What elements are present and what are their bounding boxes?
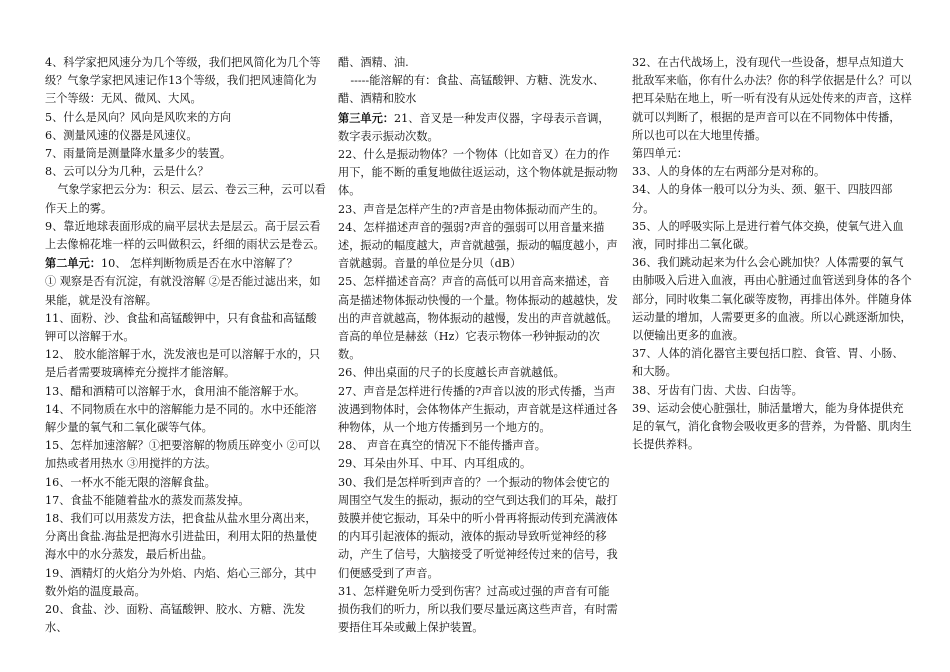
paragraph	[45, 273, 327, 309]
paragraph-text: 39、运动会使心脏强壮，肺活量增大，能为身体提供充足的氧气，消化食物会吸收更多的营养，为骨骼、肌肉生长提供养料。	[632, 401, 912, 452]
paragraph-text: 5、什么是风向？风向是风吹来的方向	[45, 110, 232, 124]
paragraph	[338, 146, 620, 201]
paragraph-text: 第四单元：	[632, 147, 688, 161]
paragraph-text: 15、怎样加速溶解？①把要溶解的物质压碎变小 ②可以加热或者用热水 ③用搅拌的方法。	[45, 439, 321, 471]
paragraph-text: 36、我们跳动起来为什么会心跳加快？人体需要的氧气由肺吸入后进入血液，再由心脏通过血管送到身体的各个部分，同时收集二氧化碳等废物，再排出体外。伴随身体运动量的增加，人需要更多的血液。所以心跳逐渐加快，以便输出更多的血液。	[632, 256, 912, 343]
paragraph	[632, 218, 914, 254]
paragraph	[338, 383, 620, 438]
paragraph	[338, 219, 620, 274]
paragraph	[338, 455, 620, 473]
paragraph-text: 6、测量风速的仪器是风速仪。	[45, 128, 198, 142]
paragraph	[45, 310, 327, 346]
paragraph	[338, 364, 620, 382]
paragraph-text: 19、酒精灯的火焰分为外焰、内焰、焰心三部分，其中数外焰的温度最高。	[45, 566, 317, 598]
paragraph-text: 12、 胶水能溶解于水，洗发液也是可以溶解于水的，只是后者需要玻璃棒充分搅拌才能溶解。	[45, 348, 321, 380]
paragraph-text: 38、牙齿有门齿、犬齿、臼齿等。	[632, 383, 803, 397]
paragraph-text: 35、人的呼吸实际上是进行着气体交换，使氧气进入血液，同时排出二氧化碳。	[632, 219, 904, 252]
paragraph	[45, 181, 327, 217]
paragraph	[45, 218, 327, 254]
paragraph	[338, 273, 620, 364]
paragraph	[45, 145, 327, 163]
paragraph-text: 4、科学家把风速分为几个等级，我们把风简化为几个等级？气象学家把风速记作13个等级，我们把风速简化为三个等级：无风、微风、大风。	[45, 56, 321, 106]
paragraph	[338, 109, 620, 146]
section-heading: 第三单元：	[338, 110, 394, 125]
paragraph	[45, 401, 327, 437]
paragraph	[45, 474, 327, 492]
paragraph-text: 13、醋和酒精可以溶解于水，食用油不能溶解于水。	[45, 384, 306, 398]
paragraph-text: 37、人体的消化器官主要包括口腔、食管、胃、小肠、和大肠。	[632, 347, 904, 379]
paragraph	[338, 54, 620, 72]
paragraph	[45, 510, 327, 565]
paragraph	[45, 254, 327, 273]
paragraph-text: 34、人的身体一般可以分为头、颈、躯干、四肢四部分。	[632, 183, 893, 215]
paragraph-text: 7、雨量筒是测量降水量多少的装置。	[45, 147, 232, 161]
paragraph	[338, 201, 620, 219]
paragraph-text: 16、一杯水不能无限的溶解食盐。	[45, 475, 216, 489]
paragraph-text: 29、耳朵由外耳、中耳、内耳组成的。	[338, 457, 532, 471]
paragraph	[45, 54, 327, 109]
paragraph	[338, 72, 620, 108]
column-1	[45, 54, 327, 638]
paragraph	[45, 163, 327, 181]
paragraph-text: 17、食盐不能随着盐水的蒸发而蒸发掉。	[45, 493, 250, 507]
paragraph-text: 14、不同物质在水中的溶解能力是不同的。水中还能溶解少量的氧气和二氧化碳等气体。	[45, 402, 317, 435]
paragraph	[45, 601, 327, 637]
paragraph	[632, 163, 914, 181]
paragraph-text: 30、我们是怎样听到声音的？一个振动的物体会使它的周围空气发生的振动，振动的空气到达我们的耳朵，敲打鼓膜并使它振动，耳朵中的听小骨再将振动传到充满液体的内耳引起液体的振动，液体的振动导致听觉神经的移动，产生了信号，大脑接受了听觉神经传过来的信号，我们便感受到了声音。	[338, 475, 618, 580]
paragraph-text: 22、什么是振动物体？一个物体（比如音叉）在力的作用下，能不断的重复地做往返运动，这个物体就是振动物体。	[338, 148, 618, 198]
paragraph-text: 25、怎样描述音高？声音的高低可以用音高来描述，音高是描述物体振动快慢的一个量。物体振动的越越快，发出的声音就越高，物体振动的越慢，发出的声音就越低。音高的单位是赫兹（Hz）它表示物体一秒钟振动的次数。	[338, 275, 618, 362]
paragraph-text: 33、人的身体的左右两部分是对称的。	[632, 165, 826, 179]
paragraph-text: 气象学家把云分为：积云、层云、卷云三种，云可以看作天上的雾。	[45, 183, 326, 215]
paragraph-text: 10、 怎样判断物质是否在水中溶解了？	[100, 257, 298, 271]
paragraph	[45, 109, 327, 127]
paragraph	[45, 346, 327, 382]
paragraph-text: 23、声音是怎样产生的?声音是由物体振动而产生的。	[338, 202, 605, 216]
paragraph-text: ① 观察是否有沉淀，有就没溶解 ②是否能过滤出来，如果能，就是没有溶解。	[45, 275, 321, 307]
paragraph	[45, 492, 327, 510]
paragraph-text: 31、怎样避免听力受到伤害？过高或过强的声音有可能损伤我们的听力，所以我们要尽量远离这些声音，有时需要捂住耳朵或戴上保护装置。	[338, 584, 618, 635]
paragraph-text: 32、在古代战场上，没有现代一些设备，想早点知道大批敌军来临，你有什么办法？你的科学依据是什么？可以把耳朵贴在地上，听一听有没有从远处传来的声音，这样就可以判断了，根据的是声音可以在不同物体中传播， 所以也可以在大地里传播。	[632, 56, 912, 142]
paragraph	[632, 181, 914, 217]
paragraph-text: 醋、酒精、油.	[338, 56, 409, 69]
paragraph	[45, 565, 327, 601]
paragraph-text: 18、我们可以用蒸发方法，把食盐从盐水里分离出来，分离出食盐.海盐是把海水引进盐田，利用太阳的热量使海水中的水分蒸发，最后析出盐。	[45, 512, 318, 562]
paragraph-text: 21、音叉是一种发声仪器，字母表示音调，数字表示振动次数。	[338, 111, 610, 143]
paragraph	[45, 127, 327, 145]
paragraph	[632, 382, 914, 400]
paragraph-text: 20、食盐、沙、面粉、高锰酸钾、胶水、方糖、洗发水、	[45, 603, 306, 635]
paragraph	[338, 583, 620, 638]
paragraph-text: 9、靠近地球表面形成的扁平层状去是层云。高于层云看上去像棉花堆一样的云叫做积云，纤细的雨状云是卷云。	[45, 219, 325, 252]
paragraph	[632, 345, 914, 381]
paragraph-text: 24、怎样描述声音的强弱?声音的强弱可以用音量来描述，振动的幅度越大，声音就越强，振动的幅度越小，声音就越弱。音量的单位是分贝（dB）	[338, 220, 618, 271]
paragraph-text: 27、声音是怎样进行传播的?声音以波的形式传播，当声波遇到物体时，会体物体产生振动，声音就是这样通过各种物体，从一个地方传播到另一个地方的。	[338, 384, 618, 435]
paragraph-text: 28、 声音在真空的情况下不能传播声音。	[338, 439, 546, 453]
paragraph	[632, 254, 914, 345]
paragraph	[632, 54, 914, 145]
paragraph	[338, 474, 620, 583]
column-2	[338, 54, 620, 638]
paragraph	[632, 145, 914, 163]
paragraph	[45, 437, 327, 473]
section-heading: 第二单元：	[45, 256, 101, 271]
paragraph-text: 26、伸出桌面的尺子的长度越长声音就越低。	[338, 366, 565, 380]
column-3	[632, 54, 914, 454]
paragraph-text: 11、面粉、沙、食盐和高锰酸钾中，只有食盐和高锰酸钾可以溶解于水。	[45, 311, 317, 344]
paragraph	[632, 400, 914, 455]
paragraph	[338, 437, 620, 455]
paragraph-text: 8、云可以分为几种，云是什么？	[45, 165, 209, 179]
paragraph	[45, 383, 327, 401]
paragraph-text: -----能溶解的有：食盐、高锰酸钾、方糖、洗发水、醋、酒精和胶水	[338, 74, 605, 106]
